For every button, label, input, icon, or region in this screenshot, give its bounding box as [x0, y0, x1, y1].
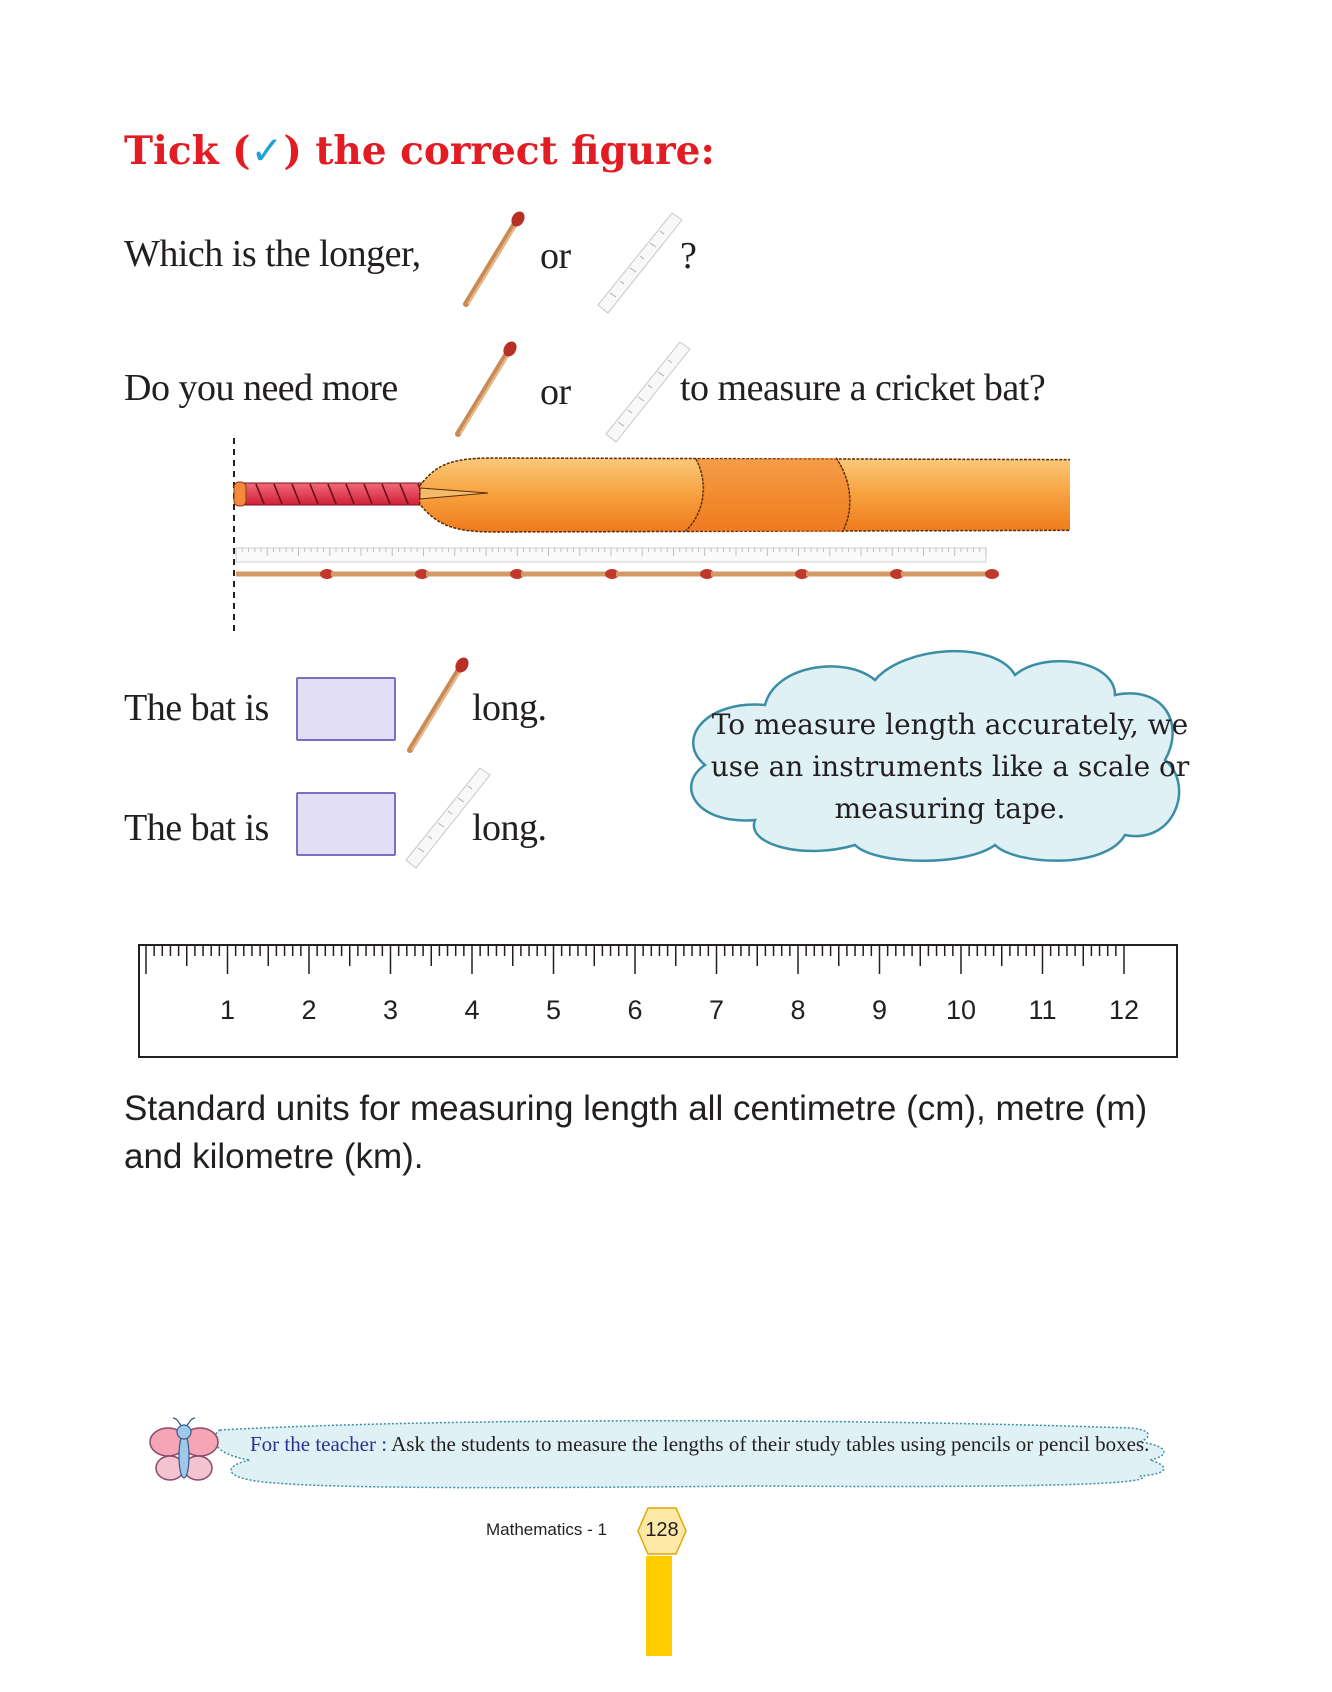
teacher-note — [250, 1430, 1170, 1459]
ruler-number: 10 — [945, 995, 977, 1025]
cricket-bat-illustration — [220, 436, 1070, 636]
footer-subject: Mathematics - 1 — [486, 1520, 607, 1539]
matchstick-icon — [452, 340, 522, 440]
answer-1-end: long. — [472, 687, 547, 729]
answer-2-end: long. — [472, 807, 547, 849]
question-1-end: ? — [680, 235, 697, 277]
answer-2-box[interactable] — [296, 792, 396, 856]
tick-mark-icon: ✓ — [250, 129, 284, 174]
centimetre-ruler — [138, 944, 1180, 1060]
ruler-number: 8 — [790, 995, 806, 1025]
butterfly-icon — [150, 1418, 218, 1480]
matchstick-head — [985, 569, 999, 579]
ruler-number: 7 — [708, 995, 725, 1025]
ruler-number: 3 — [382, 995, 399, 1025]
rulers-row — [236, 548, 986, 562]
ruler-icon — [590, 205, 685, 315]
ruler-number: 12 — [1108, 995, 1140, 1025]
question-1-or: or — [540, 235, 571, 277]
heading: Tick (✓) the correct figure: — [124, 128, 715, 174]
question-2-or: or — [540, 371, 571, 413]
teacher-note-label: For the teacher : — [250, 1432, 388, 1456]
bat-handle — [234, 482, 436, 506]
question-2-end: to measure a cricket bat? — [680, 367, 1046, 409]
page-tab — [646, 1556, 672, 1656]
matchstick-icon — [460, 210, 530, 310]
ruler-number: 6 — [627, 995, 643, 1025]
question-2-text: Do you need more — [124, 367, 398, 409]
teacher-note-text: Ask the students to measure the lengths of their study tables using pencils or pencil boxes. — [387, 1432, 1150, 1456]
answer-2-start: The bat is — [124, 807, 269, 849]
ruler-number: 9 — [871, 995, 888, 1025]
page-number: 128 — [645, 1519, 679, 1541]
ruler-number: 4 — [464, 995, 480, 1025]
answer-1-start: The bat is — [124, 687, 269, 729]
cloud-text: To measure length accurately, we use an instruments like a scale or measuring tape. — [710, 708, 1190, 825]
answer-1-box[interactable] — [296, 677, 396, 741]
ruler-number: 5 — [545, 995, 562, 1025]
ruler-icon — [598, 334, 693, 444]
matchsticks-row — [236, 569, 999, 579]
ruler-number: 1 — [219, 995, 236, 1025]
units-note: Standard units for measuring length all centimetre (cm), metre (m) and kilometre (km). — [124, 1089, 1148, 1176]
question-1-text: Which is the longer, — [124, 233, 421, 275]
ruler-number: 2 — [301, 995, 317, 1025]
ruler-number: 11 — [1028, 995, 1057, 1025]
matchstick-icon — [404, 656, 474, 756]
